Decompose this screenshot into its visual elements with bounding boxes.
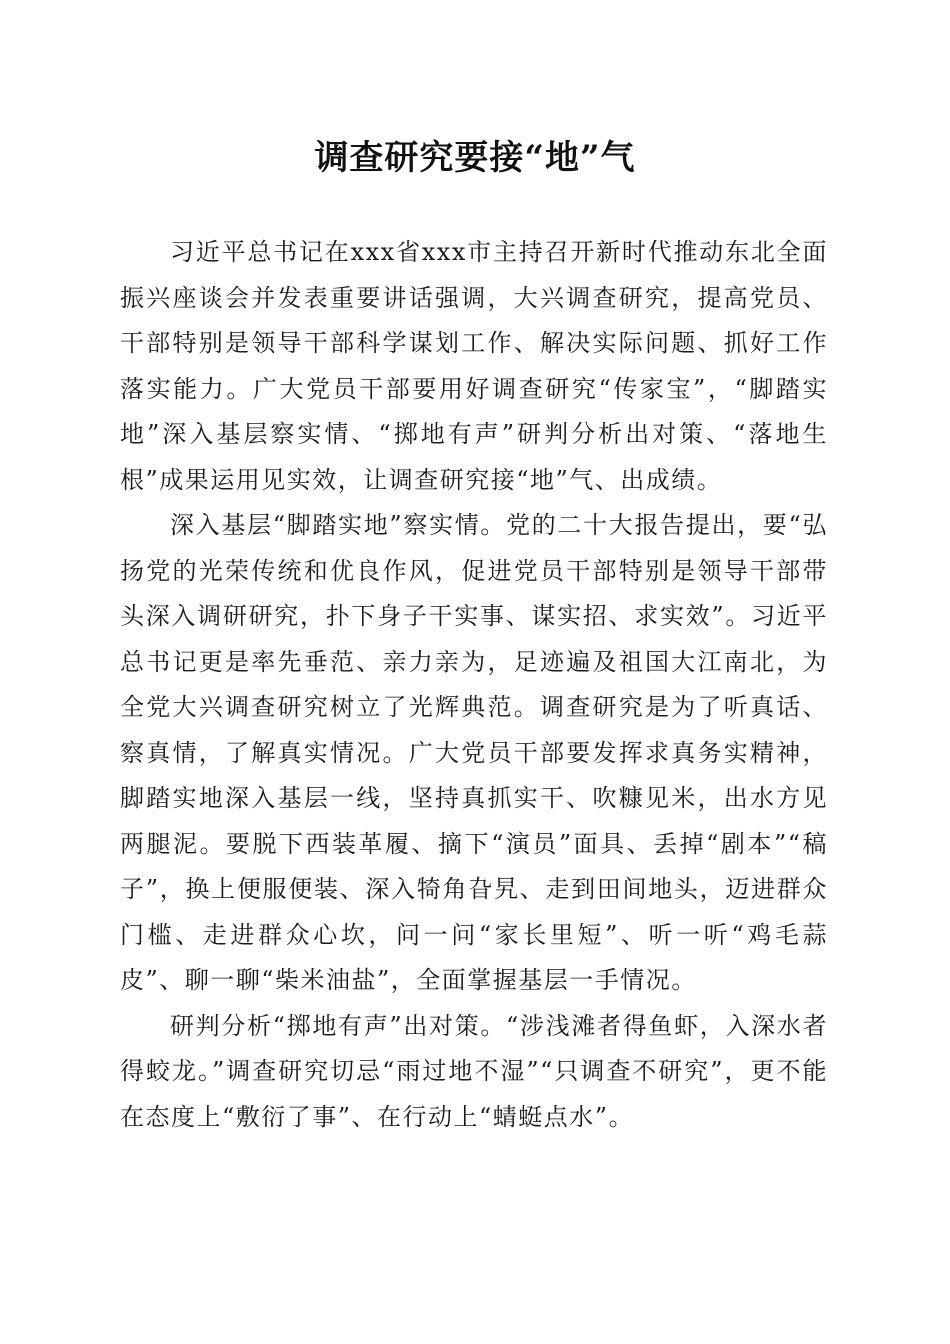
document-title: 调查研究要接“地”气 bbox=[314, 138, 636, 178]
document-body bbox=[120, 230, 828, 1140]
paragraph-intro: 习近平总书记在xxx省xxx市主持召开新时代推动东北全面振兴座谈会并发表重要讲话强调，大兴调查研究，提高党员、干部特别是领导干部科学谋划工作、解决实际问题、抓好工作落实能力。广大党员干部要用好调查研究“传家宝”，“脚踏实地”深入基层察实情、“掷地有声”研判分析出对策、“落地生根”成果运用见实效，让调查研究接“地”气、出成绩。 bbox=[120, 238, 828, 494]
paragraph-section-2: 研判分析“掷地有声”出对策。“涉浅滩者得鱼虾，入深水者得蛟龙。”调查研究切忌“雨过地不湿”“只调查不研究”，更不能在态度上“敷衍了事”、在行动上“蜻蜓点水”。 bbox=[120, 1011, 828, 1131]
paragraph-section-1: 深入基层“脚踏实地”察实情。党的二十大报告提出，要“弘扬党的光荣传统和优良作风，促进党员干部特别是领导干部带头深入调研研究，扑下身子干实事、谋实招、求实效”。习近平总书记更是率先垂范、亲力亲为，足迹遍及祖国大江南北，为全党大兴调查研究树立了光辉典范。调查研究是为了听真话、察真情，了解真实情况。广大党员干部要发挥求真务实精神，脚踏实地深入基层一线，坚持真抓实干、吹糠见米，出水方见两腿泥。要脱下西装革履、摘下“演员”面具、丢掉“剧本”“稿子”，换上便服便装、深入犄角旮旯、走到田间地头，迈进群众门槛、走进群众心坎，问一问“家长里短”、听一听“鸡毛蒜皮”、聊一聊“柴米油盐”，全面掌握基层一手情况。 bbox=[120, 511, 828, 994]
